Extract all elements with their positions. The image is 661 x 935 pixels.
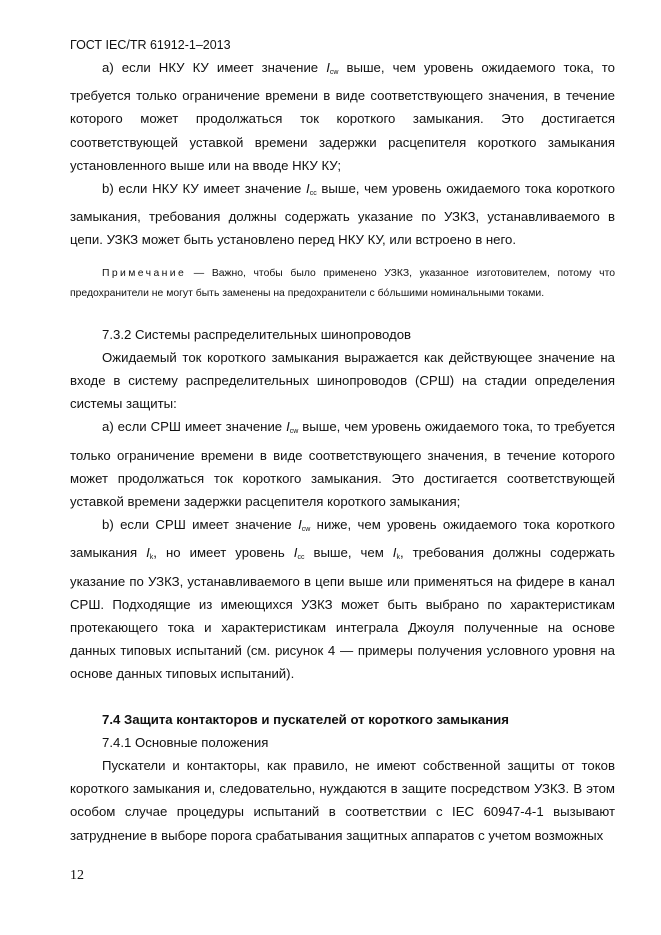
page-body [70,34,615,847]
symbol-i: I [306,181,310,197]
page-number: 12 [70,868,84,883]
paragraph-a-srsh [70,415,615,513]
paragraph-b-srsh [70,513,615,685]
document-header: ГОСТ IEC/TR 61912-1–2013 [70,38,231,52]
text: b) если СРШ имеет значение [102,517,299,533]
subscript: cc [309,190,317,198]
subscript: k [149,554,154,562]
subscript: cw [289,428,299,436]
symbol-i: I [298,517,302,533]
section-heading-7-3-2: 7.3.2 Системы распределительных шинопроводов [102,326,412,342]
paragraph-b-nku [70,177,615,252]
subscript: cw [329,69,339,76]
subscript: cc [297,554,305,562]
text: выше, чем уровень ожидаемого тока короткого замыкания, требования должны содержать указание по УЗКЗ, устанавливаемого в цепи. УЗКЗ может быть установлено перед НКУ КУ, или встроено в него. [70,181,615,248]
note-text: — Важно, чтобы было применено УЗКЗ, указанное изготовителем, потому что предохранители не могут быть заменены на предохранители с бо́льшими номинальными токами. [70,267,615,300]
symbol-i: I [286,419,290,435]
symbol-i: I [326,60,330,75]
text: , требования должны содержать указание по УЗКЗ, устанавливаемого в цепи выше или применяться на фидере в канал СРШ. Подходящие из имеющихся УЗКЗ может быть выбрано по характеристикам протекающего тока и характеристикам интеграла Джоуля полученные на основе данных типовых испытаний (см. рисунок 4 — примеры получения условного уровня на основе данных типовых испытаний). [70,545,616,682]
text: а) если СРШ имеет значение [102,419,287,435]
text: выше, чем уровень ожидаемого тока, то требуется только ограничение времени в виде соответствующего значения, в течение которого может продолжаться ток короткого замыкания. Это достигается соответствующей уставкой времени задержки расцепителя короткого замыкания установленного выше или на вводе НКУ КУ; [70,60,616,173]
subscript: cw [301,526,311,534]
note [70,264,615,305]
text: ниже, чем уровень ожидаемого тока короткого замыкания [70,517,615,561]
subscript: k [396,554,400,562]
text: , но имеет уровень [153,545,294,561]
text: b) если НКУ КУ имеет значение [102,181,307,197]
section-heading-7-4-1: 7.4.1 Основные положения [102,734,269,750]
paragraph-starters: Пускатели и контакторы, как правило, не имеют собственной защиты от токов короткого замыкания и, следовательно, нуждаются в защите посредством УЗКЗ. В этом особом случае процедуры испытаний в соответствии с IEC 60947-4-1 вызывают затруднение в выборе порога срабатывания защитных аппаратов с учетом возможных [70,758,615,843]
note-label: Примечание [102,267,187,279]
symbol-i: I [146,545,150,561]
paragraph-a-nku [70,56,615,177]
symbol-i: I [392,545,397,561]
section-heading-7-4: 7.4 Защита контакторов и пускателей от короткого замыкания [102,711,509,727]
text: выше, чем уровень ожидаемого тока, то требуется только ограничение времени в виде соответствующего значения, в течение которого может продолжаться ток короткого замыкания. Это достигается соответствующей уставкой времени задержки расцепителя короткого замыкания; [70,419,615,510]
text: а) если НКУ КУ имеет значение [102,60,327,75]
symbol-i: I [293,545,298,561]
text: выше, чем [304,545,393,561]
paragraph-intro-srsh: Ожидаемый ток короткого замыкания выражается как действующее значение на входе в систему распределительных шинопроводов (СРШ) на стадии определения системы защиты: [70,349,615,412]
